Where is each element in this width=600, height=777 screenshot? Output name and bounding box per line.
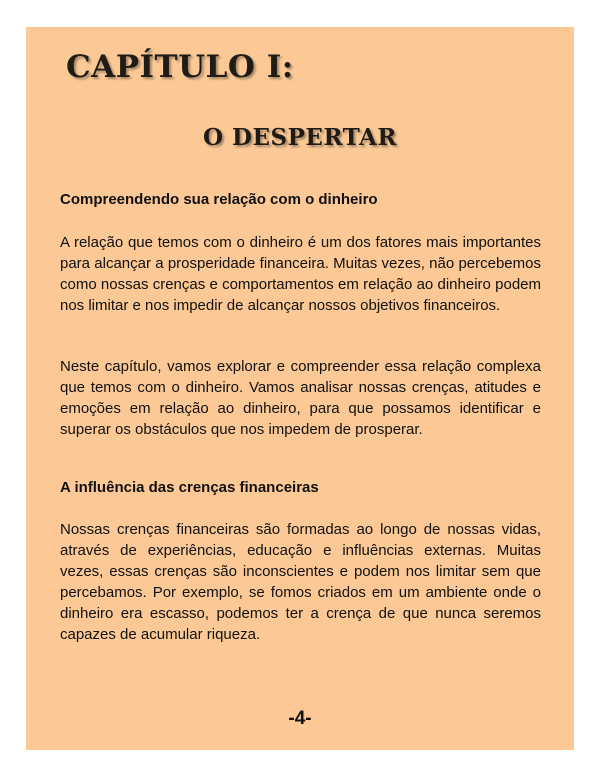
section-heading-crencas: A influência das crenças financeiras [60, 479, 319, 496]
page-number: -4- [288, 708, 312, 729]
chapter-title: CAPÍTULO I: [66, 49, 294, 85]
paragraph-relacao-2: Neste capítulo, vamos explorar e compreender essa relação complexa que temos com o dinheiro. Vamos analisar nossas crenças, atitudes e emoções em relação ao dinheiro, para que possamos identificar e superar os obstáculos que nos impedem de prosperar. [60, 358, 541, 438]
paragraph-relacao-1: A relação que temos com o dinheiro é um dos fatores mais importantes para alcançar a prosperidade financeira. Muitas vezes, não percebemos como nossas crenças e comportamentos em relação ao dinheiro podem nos limitar e nos impedir de alcançar nossos objetivos financeiros. [60, 234, 541, 314]
section-heading-relacao: Compreendendo sua relação com o dinheiro [60, 191, 378, 208]
paragraph-crencas-1: Nossas crenças financeiras são formadas ao longo de nossas vidas, através de experiências, educação e influências externas. Muitas vezes, essas crenças são inconscientes e podem nos limitar sem que percebamos. Por exemplo, se fomos criados em um ambiente onde o dinheiro era escasso, podemos ter a crença de que nunca seremos capazes de acumular riqueza. [60, 521, 541, 643]
document-page [26, 27, 574, 750]
chapter-subtitle: O DESPERTAR [203, 124, 397, 151]
